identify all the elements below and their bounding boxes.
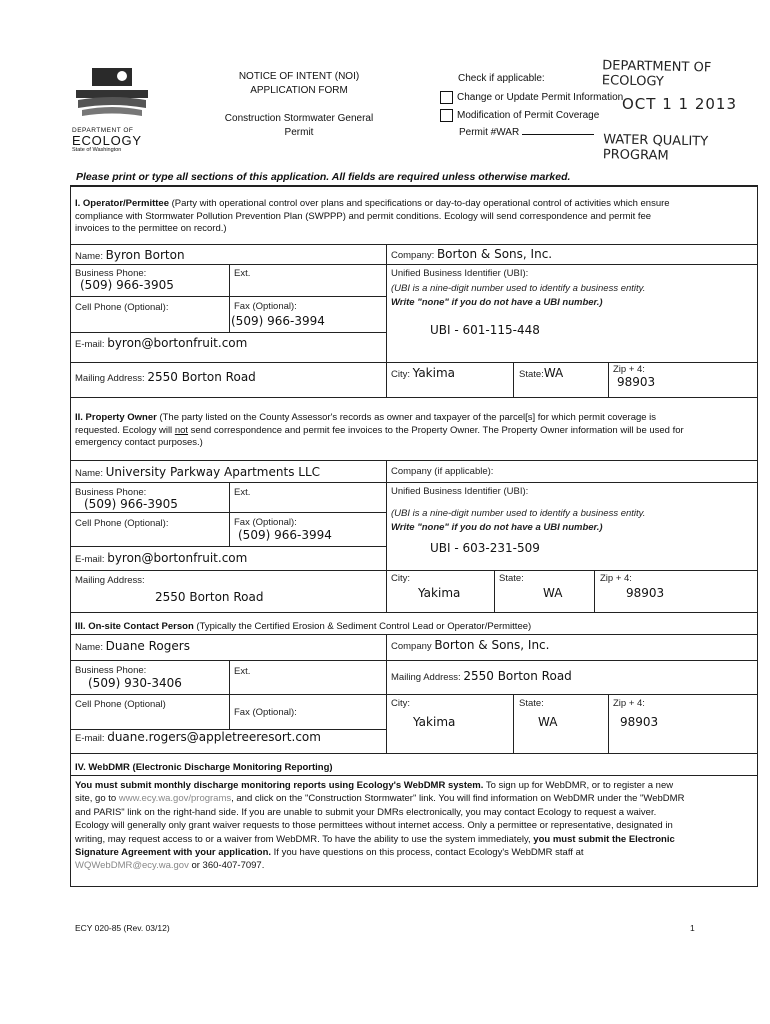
s3-email-label: E-mail: [75, 733, 105, 744]
check-title: Check if applicable: [458, 73, 545, 84]
divider [70, 634, 758, 635]
s1-city-label: City: [391, 369, 410, 380]
divider [386, 634, 387, 753]
section1-description: (Party with operational control over plans and specifications or day-to-day operational control of activities which ensure compliance with Stormwater Pollution Prevention Plan (SWPPP) and permit conditions. Ecology will send correspondence and permit fee invoices to the permittee on record.) [75, 198, 670, 234]
s1-ext-label[interactable]: Ext. [234, 268, 251, 279]
check-option-1[interactable] [440, 91, 623, 104]
stamp-line1: DEPARTMENT OF ECOLOGY [601, 58, 712, 90]
s4-text-a: To sign up for WebDMR, or to register a new site, go to [75, 780, 674, 805]
s3-fax-label[interactable]: Fax (Optional): [234, 707, 297, 718]
s3-company-field[interactable] [391, 638, 549, 652]
divider [70, 546, 386, 547]
s1-ubi-value[interactable]: UBI - 601-115-448 [430, 323, 540, 337]
divider [229, 264, 230, 332]
s3-cell-label[interactable]: Cell Phone (Optional) [75, 699, 166, 710]
s3-mailing-label: Mailing Address: [391, 672, 461, 683]
s3-city-label: City: [391, 698, 410, 709]
divider [608, 362, 609, 397]
section2-title [75, 412, 685, 450]
divider [386, 460, 387, 612]
s2-cell-label[interactable]: Cell Phone (Optional): [75, 518, 169, 529]
agency-name-line2: ECOLOGY [72, 133, 142, 148]
s1-name-field[interactable] [75, 248, 185, 262]
divider [229, 660, 230, 729]
s2-state-value[interactable]: WA [543, 586, 563, 600]
divider [594, 570, 595, 612]
s1-company-value: Borton & Sons, Inc. [436, 247, 553, 261]
check-option-1-label: Change or Update Permit Information [457, 92, 624, 104]
divider [70, 512, 386, 513]
agency-state: State of Washington [72, 147, 122, 153]
s3-state-value[interactable]: WA [538, 715, 558, 729]
s2-mailing-label: Mailing Address: [75, 575, 145, 586]
s2-name-field[interactable] [75, 465, 320, 479]
divider [70, 244, 758, 245]
s1-fax-value[interactable]: (509) 966-3994 [231, 314, 325, 328]
s3-business-phone-label: Business Phone: [75, 665, 147, 676]
divider [70, 296, 386, 297]
divider [70, 660, 758, 661]
s3-ext-label[interactable]: Ext. [234, 666, 251, 677]
divider [70, 753, 758, 754]
s4-text-c: If you have questions on this process, contact Ecology's WebDMR staff at [271, 847, 584, 859]
divider [513, 694, 514, 753]
form-number: ECY 020-85 (Rev. 03/12) [75, 923, 170, 933]
divider [70, 264, 758, 265]
s1-business-phone-label: Business Phone: [75, 268, 147, 279]
ecology-logo [72, 64, 152, 160]
s2-ubi-note1: (UBI is a nine-digit number used to identify a business entity. [391, 508, 646, 519]
s1-email-value: byron@bortonfruit.com [107, 336, 248, 350]
s2-ubi-label: Unified Business Identifier (UBI): [391, 486, 529, 497]
divider [386, 244, 387, 397]
divider [70, 570, 758, 571]
s1-ubi-note1: (UBI is a nine-digit number used to identify a business entity. [391, 283, 646, 294]
s1-company-label: Company: [391, 250, 435, 261]
section4-title: IV. WebDMR (Electronic Discharge Monitoring Reporting) [75, 762, 333, 773]
s1-city-value: Yakima [412, 366, 455, 380]
s4-text-d: or 360-407-7097. [188, 860, 265, 872]
s3-zip-label: Zip + 4: [613, 698, 645, 709]
permit-number-field[interactable] [459, 127, 594, 138]
divider [229, 482, 230, 546]
s2-email-value: byron@bortonfruit.com [107, 551, 248, 565]
section2-description-b: send correspondence and permit fee invoices to the Property Owner. The Property Owner information will be used for emergency contact purposes.) [75, 424, 684, 448]
s3-business-phone-value[interactable]: (509) 930-3406 [88, 676, 182, 690]
s3-company-label: Company [391, 641, 432, 652]
s2-state-label: State: [499, 573, 524, 584]
s1-state-label: State: [519, 369, 544, 380]
s2-name-value: University Parkway Apartments LLC [105, 465, 321, 479]
s1-ubi-note2: Write "none" if you do not have a UBI number.) [391, 297, 603, 308]
s2-mailing-value[interactable]: 2550 Borton Road [155, 590, 264, 604]
divider [70, 362, 758, 363]
s1-mailing-field[interactable] [75, 370, 256, 384]
ecology-logo-icon [72, 64, 152, 120]
section3-title [75, 621, 531, 634]
s1-mailing-label: Mailing Address: [75, 373, 145, 384]
s4-email-link[interactable]: WQWebDMR@ecy.wa.gov [75, 860, 189, 872]
s3-company-value: Borton & Sons, Inc. [434, 638, 550, 652]
s1-email-label: E-mail: [75, 339, 105, 350]
s2-ubi-note2: Write "none" if you do not have a UBI number.) [391, 522, 603, 533]
s2-city-label: City: [391, 573, 410, 584]
divider [513, 362, 514, 397]
s4-text-b: , and click on the "Construction Stormwater" link. You will find information on WebDMR under the "WebDMR and PARIS" link on the right-hand side. If you are unable to submit your DMRs electronically, you may contact Ecology to request a waiver. Ecology will generally only grant waiver requests to those permittees without internet access. Only a permittee or representative, designated in writing, may request access to or a waiver from WebDMR. To have the ability to use the system immediately, [75, 793, 685, 845]
stamp-date: OCT 1 1 2013 [622, 95, 738, 113]
divider [70, 185, 758, 187]
s2-ext-label[interactable]: Ext. [234, 487, 251, 498]
divider [70, 185, 71, 887]
s3-email-field[interactable] [75, 730, 321, 744]
stamp-line3: WATER QUALITY PROGRAM [602, 132, 709, 164]
s1-city-field[interactable] [391, 366, 455, 380]
modification-checkbox[interactable] [440, 109, 453, 122]
s3-name-value: Duane Rogers [105, 639, 190, 653]
s3-zip-value[interactable]: 98903 [620, 715, 659, 729]
s4-bold-2: you must submit the Electronic Signature Agreement with your application. [75, 833, 675, 859]
section3-heading: III. On-site Contact Person [75, 621, 194, 632]
change-checkbox[interactable] [440, 91, 453, 104]
s1-email-field[interactable] [75, 336, 247, 350]
s1-business-phone-value[interactable]: (509) 966-3905 [80, 278, 174, 292]
s2-company-label[interactable]: Company (if applicable): [391, 466, 494, 477]
s2-ubi-value[interactable]: UBI - 603-231-509 [430, 541, 540, 555]
s2-zip-label: Zip + 4: [600, 573, 632, 584]
s2-zip-value[interactable]: 98903 [626, 586, 665, 600]
s2-business-phone-value[interactable]: (509) 966-3905 [84, 497, 178, 511]
s1-fax-label: Fax (Optional): [234, 301, 297, 312]
s2-fax-value[interactable]: (509) 966-3994 [238, 528, 332, 542]
divider [757, 185, 758, 887]
s1-mailing-value: 2550 Borton Road [147, 370, 256, 384]
divider [608, 694, 609, 753]
s1-name-label: Name: [75, 251, 103, 262]
s3-mailing-value: 2550 Borton Road [463, 669, 572, 683]
section2-not: not [174, 424, 189, 436]
divider [70, 332, 386, 333]
s2-email-field[interactable] [75, 551, 247, 565]
subtitle-line2: Permit [284, 127, 314, 138]
s1-name-value: Byron Borton [105, 248, 185, 262]
s3-name-label: Name: [75, 642, 103, 653]
s1-cell-label[interactable]: Cell Phone (Optional): [75, 302, 169, 313]
permit-label: Permit #WAR [459, 127, 520, 138]
divider [70, 612, 758, 613]
s4-bold-1: You must submit monthly discharge monitoring reports using Ecology's WebDMR system. [75, 780, 484, 791]
s3-mailing-field[interactable] [391, 669, 572, 683]
section4-body [75, 779, 687, 873]
divider [70, 694, 758, 695]
s3-city-value[interactable]: Yakima [413, 715, 456, 729]
section1-title [75, 198, 685, 236]
s1-zip-value[interactable]: 98903 [617, 375, 656, 389]
page-number: 1 [690, 923, 695, 933]
s3-state-label: State: [519, 698, 544, 709]
s3-name-field[interactable] [75, 639, 190, 653]
s4-link[interactable]: www.ecy.wa.gov/programs [118, 793, 232, 805]
check-option-2-label: Modification of Permit Coverage [457, 110, 600, 122]
section2-heading: II. Property Owner [75, 412, 157, 423]
form-title [214, 70, 384, 140]
s2-city-value[interactable]: Yakima [418, 586, 461, 600]
divider [70, 397, 758, 398]
s1-zip-label: Zip + 4: [613, 364, 645, 375]
divider [494, 570, 495, 612]
s2-fax-label: Fax (Optional): [234, 517, 297, 528]
instructions: Please print or type all sections of this application. All fields are required unless otherwise marked. [76, 171, 571, 183]
divider [70, 886, 758, 887]
s2-name-label: Name: [75, 468, 103, 479]
section1-heading: I. Operator/Permittee [75, 198, 169, 209]
section2-description-a: (The party listed on the County Assessor's records as owner and taxpayer of the parcel[s] for which permit coverage is requested. Ecology will [75, 412, 657, 436]
subtitle-line1: Construction Stormwater General [224, 113, 374, 124]
permit-number-line [522, 134, 594, 135]
s3-email-value: duane.rogers@appletreeresort.com [107, 730, 321, 744]
section3-description: (Typically the Certified Erosion & Sediment Control Lead or Operator/Permittee) [193, 621, 532, 632]
title-line2: APPLICATION FORM [250, 85, 348, 96]
s2-business-phone-label: Business Phone: [75, 487, 147, 498]
agency-name-line1: DEPARTMENT OF [72, 127, 134, 134]
s1-ubi-label: Unified Business Identifier (UBI): [391, 268, 529, 279]
check-option-2[interactable] [440, 109, 599, 122]
divider [70, 460, 758, 461]
title-line1: NOTICE OF INTENT (NOI) [238, 71, 360, 82]
s2-email-label: E-mail: [75, 554, 105, 565]
s1-state-value: WA [543, 366, 564, 380]
divider [70, 775, 758, 776]
s1-state-field[interactable] [519, 366, 563, 380]
divider [70, 482, 758, 483]
s1-company-field[interactable] [391, 247, 552, 261]
